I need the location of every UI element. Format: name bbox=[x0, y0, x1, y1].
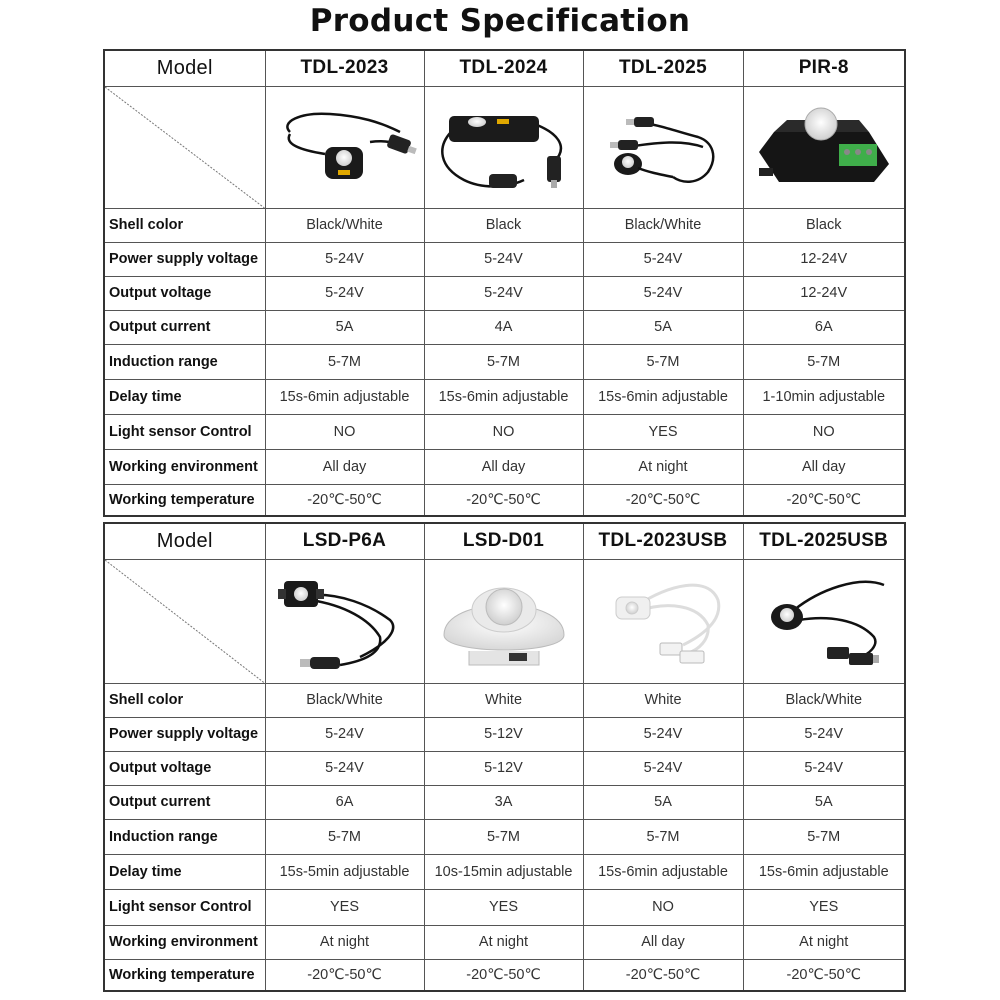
spec-value: White bbox=[424, 683, 583, 717]
row-label: Output voltage bbox=[104, 751, 265, 785]
spec-value: 5-24V bbox=[583, 717, 743, 751]
row-label: Working temperature bbox=[104, 484, 265, 516]
row-label: Shell color bbox=[104, 208, 265, 242]
product-image bbox=[583, 559, 743, 683]
spec-value: 5-7M bbox=[583, 819, 743, 854]
spec-value: -20℃-50℃ bbox=[743, 959, 905, 991]
spec-value: 5-7M bbox=[743, 344, 905, 379]
spec-value: 5-7M bbox=[424, 344, 583, 379]
spec-value: 12-24V bbox=[743, 242, 905, 276]
output-voltage-row bbox=[104, 751, 905, 785]
spec-value: 5-7M bbox=[743, 819, 905, 854]
spec-value: Black bbox=[424, 208, 583, 242]
row-label: Light sensor Control bbox=[104, 889, 265, 925]
spec-value: Black bbox=[743, 208, 905, 242]
spec-value: 5-12V bbox=[424, 751, 583, 785]
dome-pir-sensor-icon bbox=[429, 565, 579, 677]
spec-value: 5-7M bbox=[265, 819, 424, 854]
mounted-sensor-cable-icon bbox=[270, 565, 420, 677]
spec-value: -20℃-50℃ bbox=[265, 959, 424, 991]
spec-value: 5-24V bbox=[583, 242, 743, 276]
spec-value: 5A bbox=[583, 785, 743, 819]
power-supply-voltage-row bbox=[104, 242, 905, 276]
spec-value: 5-24V bbox=[743, 751, 905, 785]
row-label: Output current bbox=[104, 785, 265, 819]
usb-sensor-cable-black-icon bbox=[749, 565, 899, 677]
spec-value: 5-24V bbox=[265, 242, 424, 276]
image-row bbox=[104, 86, 905, 208]
spec-value: At night bbox=[265, 925, 424, 959]
spec-value: NO bbox=[265, 414, 424, 449]
product-image bbox=[583, 86, 743, 208]
working-temperature-row bbox=[104, 959, 905, 991]
row-label: Induction range bbox=[104, 344, 265, 379]
spec-table-1 bbox=[103, 49, 906, 517]
spec-value: All day bbox=[583, 925, 743, 959]
spec-value: All day bbox=[265, 449, 424, 484]
spec-value: -20℃-50℃ bbox=[743, 484, 905, 516]
spec-value: All day bbox=[424, 449, 583, 484]
spec-value: YES bbox=[424, 889, 583, 925]
spec-value: 5-24V bbox=[265, 276, 424, 310]
output-current-row bbox=[104, 310, 905, 344]
spec-value: -20℃-50℃ bbox=[265, 484, 424, 516]
spec-value: 5-12V bbox=[424, 717, 583, 751]
product-image bbox=[743, 86, 905, 208]
spec-value: NO bbox=[743, 414, 905, 449]
row-label: Induction range bbox=[104, 819, 265, 854]
power-supply-voltage-row bbox=[104, 717, 905, 751]
spec-value: 5-24V bbox=[265, 751, 424, 785]
working-temperature-row bbox=[104, 484, 905, 516]
light-sensor-control-row bbox=[104, 889, 905, 925]
spec-value: Black/White bbox=[583, 208, 743, 242]
pir-module-terminal-block-icon bbox=[749, 92, 899, 202]
page-title: Product Specification bbox=[309, 3, 691, 39]
diagonal-corner-cell bbox=[104, 86, 265, 208]
spec-value: 6A bbox=[265, 785, 424, 819]
model-name: LSD-P6A bbox=[265, 523, 424, 559]
delay-time-row bbox=[104, 854, 905, 889]
spec-value: 15s-6min adjustable bbox=[583, 379, 743, 414]
working-environment-row bbox=[104, 925, 905, 959]
induction-range-row bbox=[104, 344, 905, 379]
spec-value: 5A bbox=[265, 310, 424, 344]
spec-value: Black/White bbox=[265, 683, 424, 717]
model-name: PIR-8 bbox=[743, 50, 905, 86]
spec-value: NO bbox=[424, 414, 583, 449]
model-name: TDL-2024 bbox=[424, 50, 583, 86]
row-label: Output current bbox=[104, 310, 265, 344]
spec-value: Black/White bbox=[265, 208, 424, 242]
usb-sensor-cable-white-icon bbox=[588, 565, 738, 677]
spec-value: 5A bbox=[743, 785, 905, 819]
model-row bbox=[104, 50, 905, 86]
induction-range-row bbox=[104, 819, 905, 854]
row-label: Delay time bbox=[104, 854, 265, 889]
product-image bbox=[265, 559, 424, 683]
round-sensor-cable-icon bbox=[588, 92, 738, 202]
output-voltage-row bbox=[104, 276, 905, 310]
spec-value: All day bbox=[743, 449, 905, 484]
spec-value: 5A bbox=[583, 310, 743, 344]
spec-value: 5-24V bbox=[265, 717, 424, 751]
spec-value: -20℃-50℃ bbox=[583, 484, 743, 516]
spec-value: Black/White bbox=[743, 683, 905, 717]
row-label: Working environment bbox=[104, 449, 265, 484]
spec-value: 15s-6min adjustable bbox=[583, 854, 743, 889]
diagonal-corner-cell bbox=[104, 559, 265, 683]
spec-value: -20℃-50℃ bbox=[424, 959, 583, 991]
spec-value: 6A bbox=[743, 310, 905, 344]
spec-value: YES bbox=[265, 889, 424, 925]
row-label: Power supply voltage bbox=[104, 242, 265, 276]
spec-value: 5-24V bbox=[743, 717, 905, 751]
spec-value: 15s-6min adjustable bbox=[424, 379, 583, 414]
spec-value: 10s-15min adjustable bbox=[424, 854, 583, 889]
inline-sensor-box-cable-icon bbox=[429, 92, 579, 202]
model-row bbox=[104, 523, 905, 559]
spec-value: 5-24V bbox=[424, 276, 583, 310]
model-name: TDL-2023USB bbox=[583, 523, 743, 559]
shell-color-row bbox=[104, 208, 905, 242]
product-image bbox=[265, 86, 424, 208]
spec-value: NO bbox=[583, 889, 743, 925]
spec-value: White bbox=[583, 683, 743, 717]
product-image bbox=[424, 559, 583, 683]
product-image bbox=[424, 86, 583, 208]
row-label: Light sensor Control bbox=[104, 414, 265, 449]
row-label: Working temperature bbox=[104, 959, 265, 991]
row-label: Power supply voltage bbox=[104, 717, 265, 751]
model-name: LSD-D01 bbox=[424, 523, 583, 559]
spec-value: At night bbox=[424, 925, 583, 959]
diagonal-line-icon bbox=[105, 87, 265, 208]
spec-value: At night bbox=[583, 449, 743, 484]
output-current-row bbox=[104, 785, 905, 819]
delay-time-row bbox=[104, 379, 905, 414]
product-image bbox=[743, 559, 905, 683]
model-name: TDL-2023 bbox=[265, 50, 424, 86]
spec-value: 12-24V bbox=[743, 276, 905, 310]
row-label: Shell color bbox=[104, 683, 265, 717]
spec-value: 5-7M bbox=[265, 344, 424, 379]
diagonal-line-icon bbox=[105, 560, 265, 683]
spec-value: 5-24V bbox=[583, 751, 743, 785]
spec-value: 15s-6min adjustable bbox=[743, 854, 905, 889]
spec-value: 5-7M bbox=[424, 819, 583, 854]
spec-value: 5-24V bbox=[424, 242, 583, 276]
spec-value: 1-10min adjustable bbox=[743, 379, 905, 414]
spec-value: At night bbox=[743, 925, 905, 959]
spec-table-2 bbox=[103, 522, 906, 992]
spec-value: -20℃-50℃ bbox=[583, 959, 743, 991]
spec-value: 15s-6min adjustable bbox=[265, 379, 424, 414]
working-environment-row bbox=[104, 449, 905, 484]
image-row bbox=[104, 559, 905, 683]
row-label: Output voltage bbox=[104, 276, 265, 310]
spec-value: 5-7M bbox=[583, 344, 743, 379]
spec-value: 4A bbox=[424, 310, 583, 344]
spec-value: 15s-5min adjustable bbox=[265, 854, 424, 889]
spec-value: YES bbox=[583, 414, 743, 449]
spec-value: 3A bbox=[424, 785, 583, 819]
spec-value: 5-24V bbox=[583, 276, 743, 310]
model-name: TDL-2025 bbox=[583, 50, 743, 86]
light-sensor-control-row bbox=[104, 414, 905, 449]
model-label: Model bbox=[104, 50, 265, 86]
spec-value: -20℃-50℃ bbox=[424, 484, 583, 516]
shell-color-row bbox=[104, 683, 905, 717]
spec-value: YES bbox=[743, 889, 905, 925]
model-label: Model bbox=[104, 523, 265, 559]
pir-sensor-switch-cable-icon bbox=[270, 92, 420, 202]
row-label: Working environment bbox=[104, 925, 265, 959]
model-name: TDL-2025USB bbox=[743, 523, 905, 559]
row-label: Delay time bbox=[104, 379, 265, 414]
